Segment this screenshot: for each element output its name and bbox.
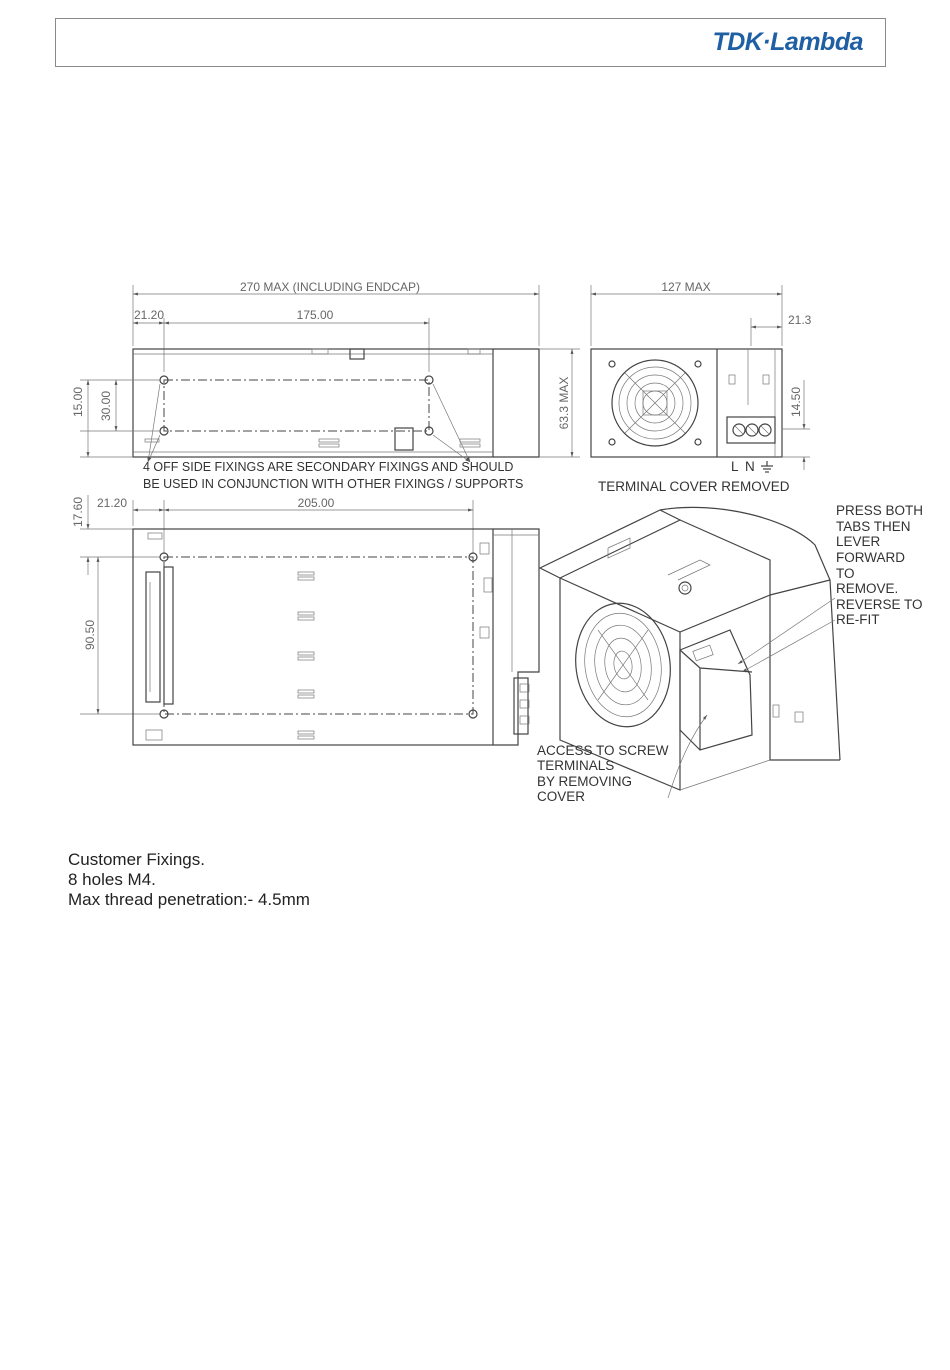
iso-fan bbox=[568, 597, 678, 733]
dim-21-20-top: 21.20 bbox=[133, 308, 165, 322]
note-line: PRESS BOTH bbox=[836, 503, 924, 518]
note-line: REVERSE TO bbox=[836, 597, 923, 612]
side-fixing-holes bbox=[160, 376, 433, 435]
dim-63-3-max: 63.3 MAX bbox=[557, 376, 571, 430]
side-fixings-note-line1: 4 OFF SIDE FIXINGS ARE SECONDARY FIXINGS AND SHOULD bbox=[143, 460, 514, 474]
dim-21-3: 21.3 bbox=[788, 313, 812, 327]
dim-15: 15.00 bbox=[71, 386, 85, 418]
plan-fixing-holes bbox=[160, 553, 477, 718]
customer-fixings-title: Customer Fixings. bbox=[68, 850, 205, 869]
dim-17-60: 17.60 bbox=[71, 496, 85, 528]
note-line: FORWARD bbox=[836, 550, 905, 565]
plan-view bbox=[71, 495, 539, 745]
note-line: REMOVE. bbox=[836, 581, 899, 596]
note-line: TO bbox=[836, 566, 855, 581]
dim-175: 175.00 bbox=[296, 308, 334, 322]
tdk-lambda-logo: TDK·Lambda bbox=[712, 28, 863, 56]
note-line: BY REMOVING bbox=[537, 774, 633, 789]
dim-overall-length: 270 MAX (INCLUDING ENDCAP) bbox=[239, 280, 421, 294]
note-line: ACCESS TO SCREW bbox=[537, 743, 669, 758]
note-line: LEVER bbox=[836, 534, 881, 549]
customer-fixings-block bbox=[68, 850, 310, 910]
access-terminals-note bbox=[537, 743, 669, 804]
note-line: TABS THEN bbox=[836, 519, 911, 534]
dim-90-50: 90.50 bbox=[83, 619, 97, 651]
dim-127-max: 127 MAX bbox=[661, 280, 711, 294]
terminal-l-label: L bbox=[731, 459, 739, 474]
earth-symbol bbox=[761, 461, 773, 472]
dim-205: 205.00 bbox=[297, 496, 335, 510]
end-view bbox=[591, 280, 812, 494]
side-fixings-note-line2: BE USED IN CONJUNCTION WITH OTHER FIXINGS / SUPPORTS bbox=[143, 477, 524, 491]
note-line: TERMINALS bbox=[537, 758, 615, 773]
fan-grille bbox=[609, 360, 701, 446]
note-line: RE-FIT bbox=[836, 612, 880, 627]
dim-14-50: 14.50 bbox=[789, 386, 803, 418]
customer-fixings-holes: 8 holes M4. bbox=[68, 870, 156, 889]
side-view bbox=[71, 280, 580, 491]
customer-fixings-penetration: Max thread penetration:- 4.5mm bbox=[68, 890, 310, 909]
terminal-screws bbox=[733, 424, 771, 436]
note-line: COVER bbox=[537, 789, 586, 804]
press-tabs-note bbox=[836, 503, 923, 627]
terminal-cover-removed-label: TERMINAL COVER REMOVED bbox=[598, 479, 790, 494]
terminal-n-label: N bbox=[745, 459, 755, 474]
dim-30: 30.00 bbox=[99, 390, 113, 422]
dim-21-20-bottom: 21.20 bbox=[96, 496, 128, 510]
